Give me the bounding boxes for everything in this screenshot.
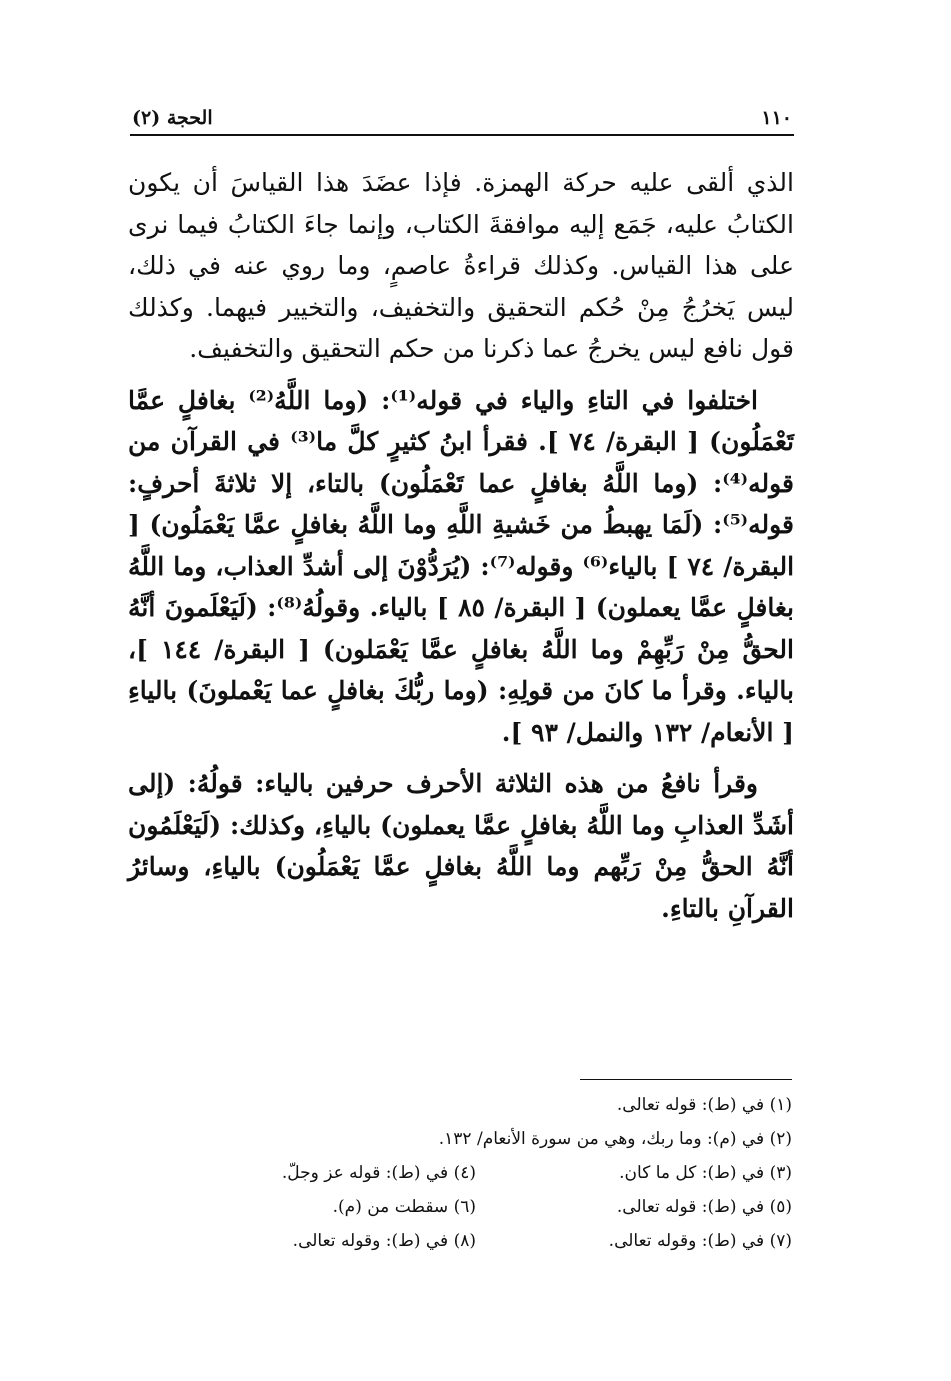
paragraph-2: اختلفوا في التاءِ والياء في قوله⁽¹⁾: (وما اللَّهُ⁽²⁾ بغافلٍ عمَّا تَعْمَلُون) [ البقرة/ ٧٤ ]. فقرأ ابنُ كثيرٍ كلَّ ما⁽³⁾ في القرآن من قوله⁽⁴⁾: (وما اللَّهُ بغافلٍ عما تَعْمَلُون) بالتاء، إلا ثلاثةَ أحرفٍ: قوله⁽⁵⁾: (لَمَا يهبطُ من خَشيةِ اللَّهِ وما اللَّهُ بغافلٍ عمَّا يَعْمَلُون) [ البقرة/ ٧٤ ] بالياء⁽⁶⁾ وقوله⁽⁷⁾: (يُرَدُّوْنَ إلى أشدِّ العذاب، وما اللَّهُ بغافلٍ عمَّا يعملون) [ البقرة/ ٨٥ ] بالياء. وقولُهُ⁽⁸⁾: (لَيَعْلَمونَ أنَّهُ الحقُّ مِنْ رَبِّهِمْ وما اللَّهُ بغافلٍ عمَّا يَعْمَلون) [ البقرة/ ١٤٤ ]، بالياء. وقرأ ما كانَ من قولِهِ: (وما ربُّكَ بغافلٍ عما يَعْملونَ) بالياءِ [ الأنعام/ ١٣٢ والنمل/ ٩٣ ].: [128, 385, 795, 747]
footnote-3: (٣) في (ط): كل ما كان.: [619, 1163, 792, 1183]
footnote-rule: [580, 1079, 792, 1080]
footnotes: [160, 1088, 792, 1258]
paragraph-3: وقرأ نافعُ من هذه الثلاثة الأحرف حرفين بالياء: قولُهُ: (إلى أشَدِّ العذابِ وما اللَّهُ بغافلٍ عمَّا يعملون) بالياءِ، وكذلك: (لَيَعْلَمُون أنَّهُ الحقُّ مِنْ رَبِّهم وما اللَّهُ بغافلٍ عمَّا يَعْمَلُون) بالياءِ، وسائرُ القرآنِ بالتاءِ.: [128, 769, 794, 923]
running-head: [132, 104, 792, 132]
header-rule: [130, 134, 794, 136]
paragraph-1: الذي ألقى عليه حركة الهمزة. فإذا عضَدَ هذا القياسَ أن يكون الكتابُ عليه، جَمَع إليه موافقةَ الكتاب، وإنما جاءَ الكتابُ فيما نرى على هذا القياس. وكذلك قراءةُ عاصمٍ، وما روي عنه في ذلك، ليس يَخرُجُ مِنْ حُكم التحقيق والتخفيف، والتخيير فيهما. وكذلك قول نافع ليس يخرجُ عما ذكرنا من حكم التحقيق والتخفيف.: [128, 168, 794, 363]
main-text: [128, 162, 794, 929]
running-title: الحجة (٢): [132, 107, 213, 129]
footnote-4: (٤) في (ط): قوله عز وجلّ.: [281, 1163, 476, 1183]
footnote-6: (٦) سقطت من (م).: [332, 1197, 476, 1217]
footnote-5: (٥) في (ط): قوله تعالى.: [616, 1197, 792, 1217]
footnote-2: (٢) في (م): وما ربك، وهي من سورة الأنعام/ ١٣٢.: [438, 1129, 792, 1149]
footnote-7: (٧) في (ط): وقوله تعالى.: [608, 1231, 792, 1251]
footnote-8: (٨) في (ط): وقوله تعالى.: [292, 1231, 476, 1251]
page-number: ١١٠: [761, 107, 792, 129]
footnote-1: (١) في (ط): قوله تعالى.: [616, 1095, 792, 1115]
